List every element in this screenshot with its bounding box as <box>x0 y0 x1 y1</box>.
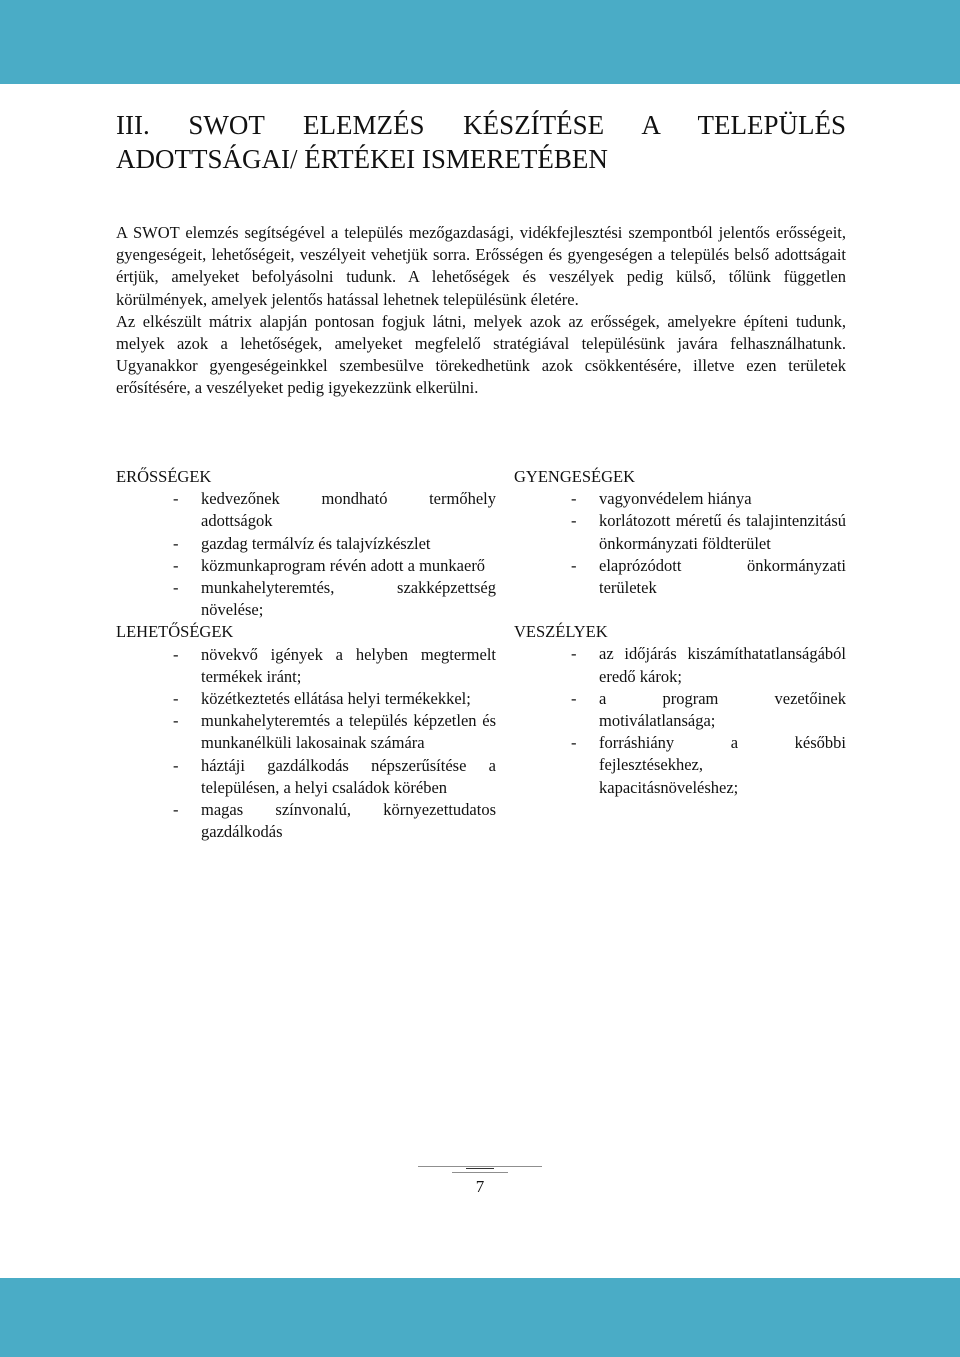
bullet-dash: - <box>571 688 577 708</box>
list-item <box>514 643 846 687</box>
list-item <box>514 488 846 510</box>
header-band <box>0 0 960 84</box>
list-item <box>116 533 496 555</box>
strengths-list <box>116 488 496 621</box>
list-item <box>116 577 496 621</box>
footer-rule <box>418 1166 542 1167</box>
list-item <box>514 732 846 799</box>
strengths-section <box>116 466 496 621</box>
intro-paragraph-1: A SWOT elemzés segítségével a település mezőgazdasági, vidékfejlesztési szempontból jelentős erősségeit, gyengeségeit, lehetőségeit, veszélyeit vehetjük sorra. Erősségen és gyengeségen a település belső adottságait értjük, amelyeket befolyásolni tudunk. A lehetőségek és veszélyek pedig külső, tőlünk független körülmények, amelyek jelentős hatással lehetnek településünk életére. <box>116 223 846 309</box>
footer-rule-lower <box>452 1172 508 1173</box>
list-item <box>116 644 496 688</box>
list-item-text: vagyonvédelem hiánya <box>599 489 752 509</box>
list-item <box>116 688 496 710</box>
threats-list <box>514 643 846 798</box>
list-item-text: elaprózódott önkormányzati területek <box>599 555 846 598</box>
bullet-dash: - <box>173 533 179 553</box>
intro-paragraph-2: Az elkészült mátrix alapján pontosan fogjuk látni, melyek azok az erősségek, amelyekre építeni tudunk, melyek azok a lehetőségek, amelyeket megfelelő stratégiával településünk javára felhasználhatunk. Ugyanakkor gyengeségeinkkel szembesülve törekedhetünk azok csökkentésére, illetve ezen területek erősítésére, a veszélyeket pedig igyekezzünk elkerülni. <box>116 311 846 398</box>
opportunities-title: LEHETŐSÉGEK <box>116 622 234 642</box>
opportunities-section <box>116 621 496 843</box>
swot-left-column <box>116 466 496 843</box>
list-item-text: a program vezetőinek motiválatlansága; <box>599 688 846 731</box>
bullet-dash: - <box>173 489 179 509</box>
bullet-dash: - <box>571 489 577 509</box>
list-item <box>116 710 496 754</box>
list-item-text: munkahelyteremtés, szakképzettség növelése; <box>201 578 496 620</box>
strengths-title: ERŐSSÉGEK <box>116 467 212 486</box>
footer-rule-accent <box>466 1168 494 1169</box>
list-item-text: munkahelyteremtés a település képzetlen és munkanélküli lakosainak számára <box>201 711 496 753</box>
page-number: 7 <box>475 1177 485 1196</box>
list-item-text: gazdag termálvíz és talajvízkészlet <box>201 533 431 553</box>
list-item <box>514 510 846 554</box>
bullet-dash: - <box>173 711 179 731</box>
list-item-text: növekvő igények a helyben megtermelt termékek iránt; <box>201 644 496 686</box>
list-item-text: közétkeztetés ellátása helyi termékekkel; <box>201 689 471 709</box>
threats-title: VESZÉLYEK <box>514 622 608 642</box>
threats-section <box>514 621 846 799</box>
footer-band <box>0 1278 960 1357</box>
bullet-dash: - <box>173 644 179 664</box>
list-item-text: az időjárás kiszámíthatatlanságából eredő károk; <box>599 644 846 686</box>
bullet-dash: - <box>173 755 179 775</box>
intro-text <box>116 222 846 400</box>
bullet-dash: - <box>173 555 179 575</box>
list-item-text: háztáji gazdálkodás népszerűsítése a településen, a helyi családok körében <box>201 755 496 797</box>
list-item-text: közmunkaprogram révén adott a munkaerő <box>201 555 486 575</box>
list-item <box>514 555 846 599</box>
weaknesses-section <box>514 466 846 599</box>
weaknesses-list <box>514 488 846 599</box>
bullet-dash: - <box>571 511 577 531</box>
list-item <box>514 688 846 732</box>
bullet-dash: - <box>571 733 577 753</box>
list-item-text: magas színvonalú, környezettudatos gazdálkodás <box>201 800 496 842</box>
bullet-dash: - <box>173 578 179 598</box>
section-gap <box>514 599 846 621</box>
list-item-text: korlátozott méretű és talajintenzitású önkormányzati földterület <box>599 511 846 553</box>
list-item-text: forráshiány a későbbi fejlesztésekhez, kapacitásnöveléshez; <box>599 733 846 797</box>
list-item <box>116 755 496 799</box>
bullet-dash: - <box>571 644 577 664</box>
list-item <box>116 488 496 532</box>
page-title: III. SWOT ELEMZÉS KÉSZÍTÉSE A TELEPÜLÉS ADOTTSÁGAI/ ÉRTÉKEI ISMERETÉBEN <box>116 110 846 174</box>
opportunities-list <box>116 644 496 844</box>
list-item <box>116 555 496 577</box>
bullet-dash: - <box>173 800 179 820</box>
weaknesses-title: GYENGESÉGEK <box>514 467 635 486</box>
list-item-text: kedvezőnek mondható termőhely adottságok <box>201 489 496 531</box>
list-item <box>116 799 496 843</box>
bullet-dash: - <box>571 555 577 575</box>
bullet-dash: - <box>173 689 179 709</box>
swot-right-column <box>514 466 846 799</box>
